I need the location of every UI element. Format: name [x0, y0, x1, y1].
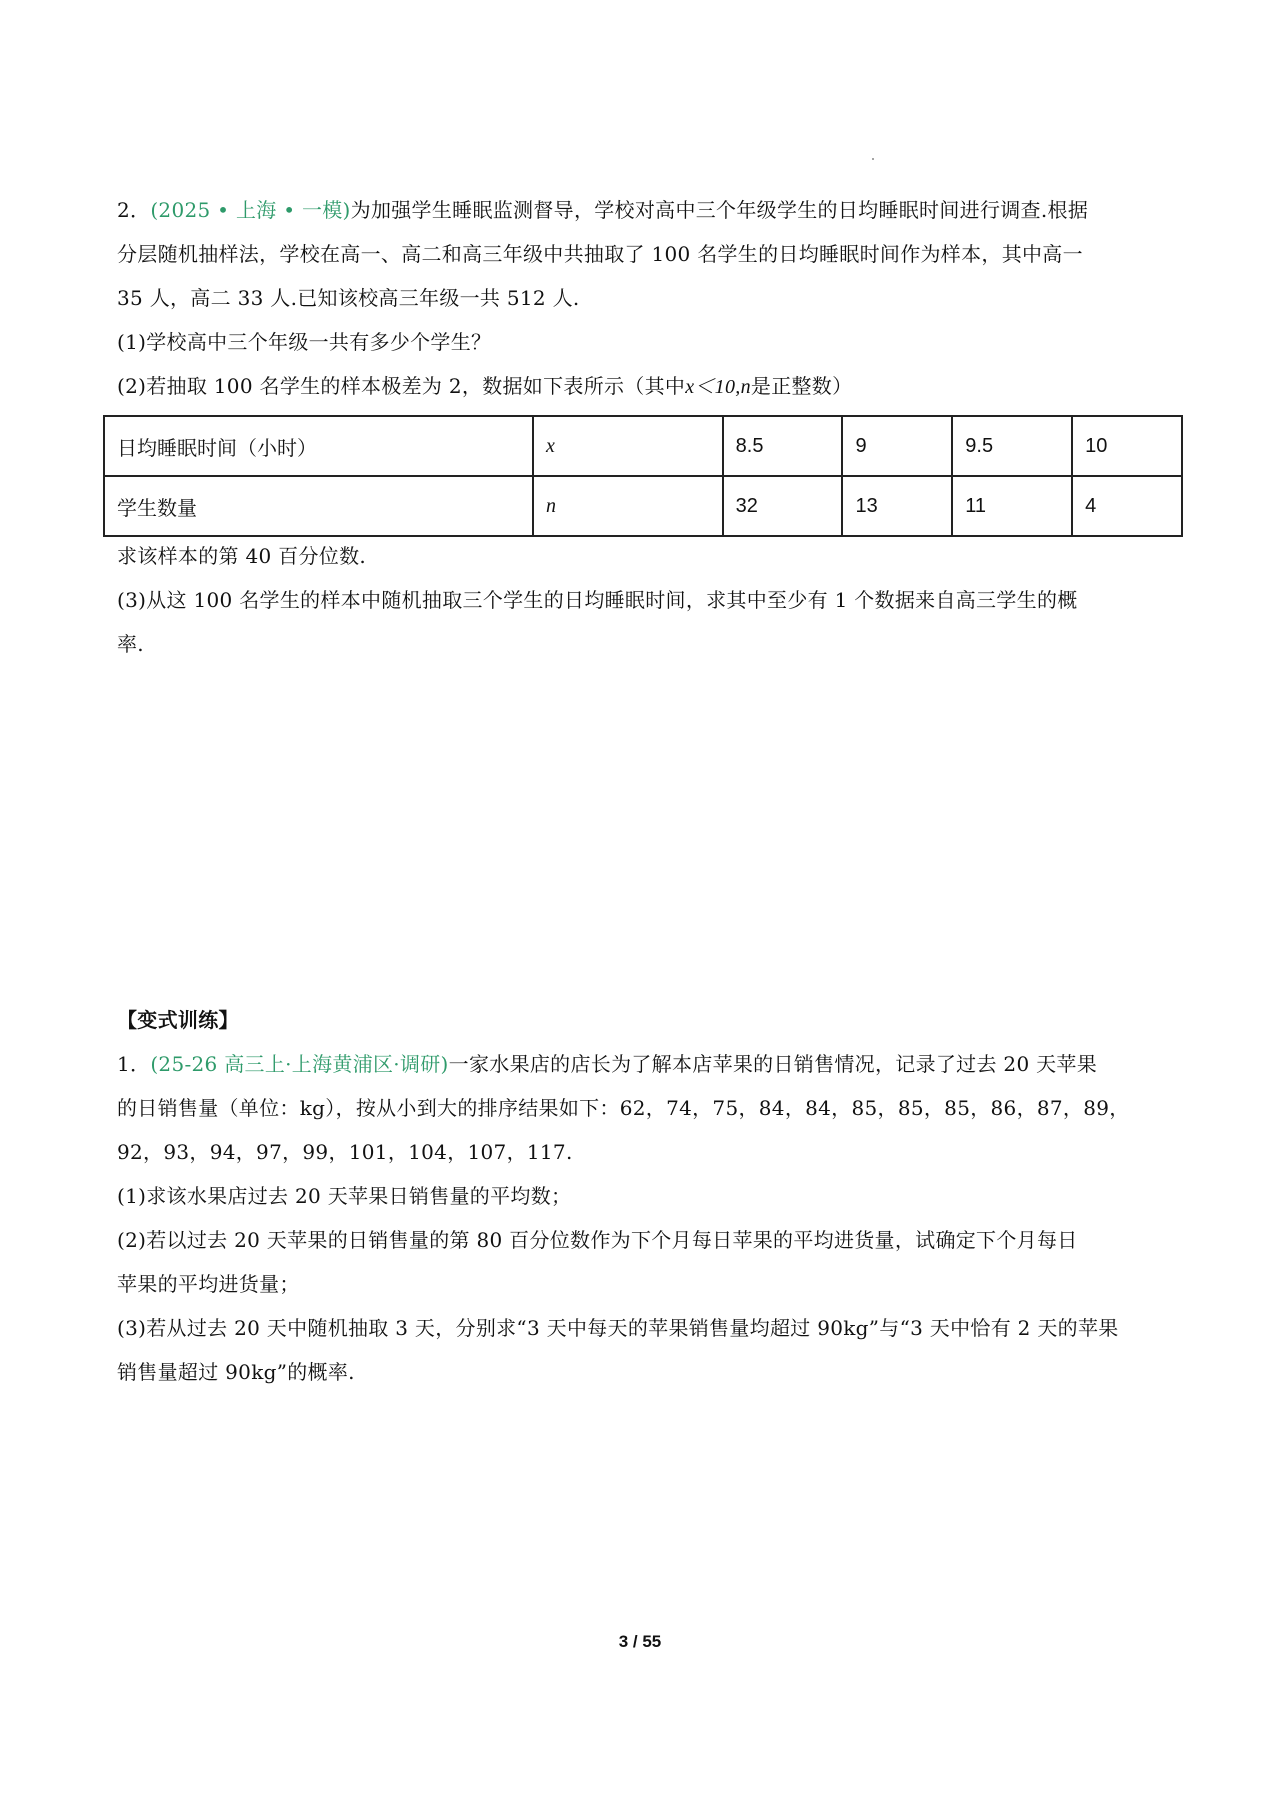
- q2-prefix: (2)若抽取 100 名学生的样本极差为 2，数据如下表所示（其中: [117, 374, 686, 398]
- table-cell: 10: [1072, 416, 1182, 476]
- section-heading: 【变式训练】: [117, 1008, 239, 1032]
- variant-question-2-line1: (2)若以过去 20 天苹果的日销售量的第 80 百分位数作为下个月每日苹果的平均进货量，试确定下个月每日: [117, 1228, 1078, 1252]
- table-cell: 学生数量: [104, 476, 533, 536]
- table-cell: n: [533, 476, 723, 536]
- table-cell: 9: [842, 416, 952, 476]
- problem-2-question-3-line2: 率.: [117, 632, 144, 656]
- table-cell: 32: [723, 476, 843, 536]
- table-row: [104, 416, 1182, 476]
- table-cell: 4: [1072, 476, 1182, 536]
- problem-2: [117, 188, 1167, 409]
- variant-stem-line1: [117, 1042, 1167, 1086]
- page-number: 3 / 55: [618, 1632, 662, 1651]
- problem-2-continued: [117, 534, 1167, 666]
- scan-dot: [872, 158, 874, 160]
- table-cell: 13: [842, 476, 952, 536]
- table-row: [104, 476, 1182, 536]
- variant-question-3-line2: 销售量超过 90kg”的概率.: [117, 1360, 355, 1384]
- problem-source: (2025 • 上海 • 一模): [150, 198, 351, 222]
- table-cell: x: [533, 416, 723, 476]
- problem-2-question-2: [117, 364, 1167, 409]
- variant-question-3-line1: (3)若从过去 20 天中随机抽取 3 天，分别求“3 天中每天的苹果销售量均超过 90kg”与“3 天中恰有 2 天的苹果: [117, 1316, 1119, 1340]
- problem-number: 1．: [117, 1052, 151, 1076]
- stem-text: 一家水果店的店长为了解本店苹果的日销售情况，记录了过去 20 天苹果: [448, 1052, 1098, 1076]
- table-cell: 11: [952, 476, 1072, 536]
- q2-math: x＜10,n: [685, 376, 751, 398]
- variant-stem-line3: 92，93，94，97，99，101，104，107，117.: [117, 1140, 573, 1164]
- problem-2-stem-line1: [117, 188, 1167, 232]
- problem-2-stem-line2: 分层随机抽样法，学校在高一、高二和高三年级中共抽取了 100 名学生的日均睡眠时间作为样本，其中高一: [117, 242, 1083, 266]
- variant-training: [117, 998, 1167, 1394]
- stem-text: 为加强学生睡眠监测督导，学校对高中三个年级学生的日均睡眠时间进行调查.根据: [350, 198, 1089, 222]
- variant-question-1: (1)求该水果店过去 20 天苹果日销售量的平均数；: [117, 1184, 572, 1208]
- table-cell: 8.5: [723, 416, 843, 476]
- problem-number: 2．: [117, 198, 151, 222]
- variant-question-2-line2: 苹果的平均进货量；: [117, 1272, 300, 1296]
- problem-source: (25-26 高三上·上海黄浦区·调研): [150, 1052, 449, 1076]
- table-cell: 日均睡眠时间（小时）: [104, 416, 533, 476]
- variant-stem-line2: 的日销售量（单位：kg），按从小到大的排序结果如下：62，74，75，84，84，85，85，85，86，87，89，: [117, 1096, 1130, 1120]
- problem-2-after-table: 求该样本的第 40 百分位数.: [117, 544, 367, 568]
- problem-2-stem-line3: 35 人，高二 33 人.已知该校高三年级一共 512 人.: [117, 286, 580, 310]
- sleep-data-table: [103, 415, 1183, 537]
- problem-2-question-1: (1)学校高中三个年级一共有多少个学生？: [117, 330, 492, 354]
- table-cell: 9.5: [952, 416, 1072, 476]
- q2-suffix: 是正整数）: [750, 374, 853, 398]
- problem-2-question-3-line1: (3)从这 100 名学生的样本中随机抽取三个学生的日均睡眠时间，求其中至少有 1 个数据来自高三学生的概: [117, 588, 1078, 612]
